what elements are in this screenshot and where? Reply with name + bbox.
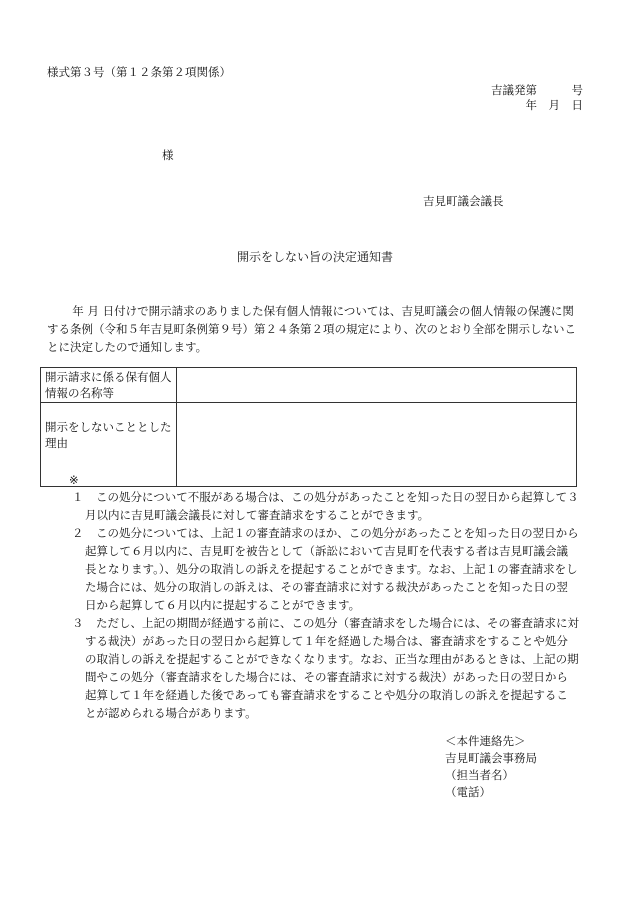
note-text: この処分については、上記１の審査請求のほか、この処分があったことを知った日の翌日から起算して６月以内に、吉見町を被告として（訴訟において吉見町を代表する者は吉見町議会議長となります。）、処分の取消しの訴えを提起することができます。なお、上記１の審査請求をした場合には、処分の取消しの訴えは、その審査請求に対する裁決があったことを知った日の翌日から起算して６月以内に提起することができます。 (85, 526, 579, 612)
contact-heading: ＜本件連絡先＞ (445, 734, 526, 748)
intro-paragraph: 年 月 日付けで開示請求のありました保有個人情報については、吉見町議会の個人情報の保護に関する条例（令和５年吉見町条例第９号）第２４条第２項の規定により、次のとおり全部を開示しないことに決定したので通知します。 (47, 304, 576, 354)
table-row (41, 368, 577, 403)
row-label-info-name: 開示請求に係る保有個人情報の名称等 (41, 368, 177, 403)
contact-person: （担当者名） (445, 768, 514, 782)
issue-date: 年 月 日 (525, 98, 583, 112)
note-number: １ (72, 490, 84, 504)
note-text: ただし、上記の期間が経過する前に、この処分（審査請求をした場合には、その審査請求に対する裁決）があった日の翌日から起算して１年を経過した場合は、審査請求をすることや処分の取消しの訴えを提起することができなくなります。なお、正当な理由があるときは、上記の期間やこの処分（審査請求をした場合には、その審査請求に対する裁決）があった日の翌日から起算して１年を経過した後であっても審査請求をすることや処分の取消しの訴えを提起することが認められる場合があります。 (85, 616, 579, 720)
note-mark: ※ (69, 473, 79, 487)
contact-block (445, 733, 537, 801)
note-text: この処分について不服がある場合は、この処分があったことを知った日の翌日から起算して３月以内に吉見町議会議長に対して審査請求をすることができます。 (85, 490, 579, 522)
table-row (41, 403, 577, 487)
note-item (72, 614, 579, 722)
contact-office: 吉見町議会事務局 (445, 751, 537, 765)
note-item (72, 488, 579, 524)
row-value-reason (177, 403, 577, 487)
document-number: 吉議発第 号 (491, 83, 583, 97)
issuer: 吉見町議会議長 (423, 194, 504, 208)
notes-list (72, 488, 579, 722)
row-value-info-name (177, 368, 577, 403)
form-number: 様式第３号（第１２条第２項関係） (47, 65, 231, 79)
note-item (72, 524, 579, 614)
note-number: ２ (72, 526, 84, 540)
row-label-reason: 開示をしないこととした理由 (41, 403, 177, 487)
note-number: ３ (72, 616, 84, 630)
document-title: 開示をしない旨の決定通知書 (236, 250, 393, 264)
info-table (40, 367, 577, 487)
contact-phone: （電話） (445, 785, 491, 799)
addressee: 様 (162, 148, 174, 162)
